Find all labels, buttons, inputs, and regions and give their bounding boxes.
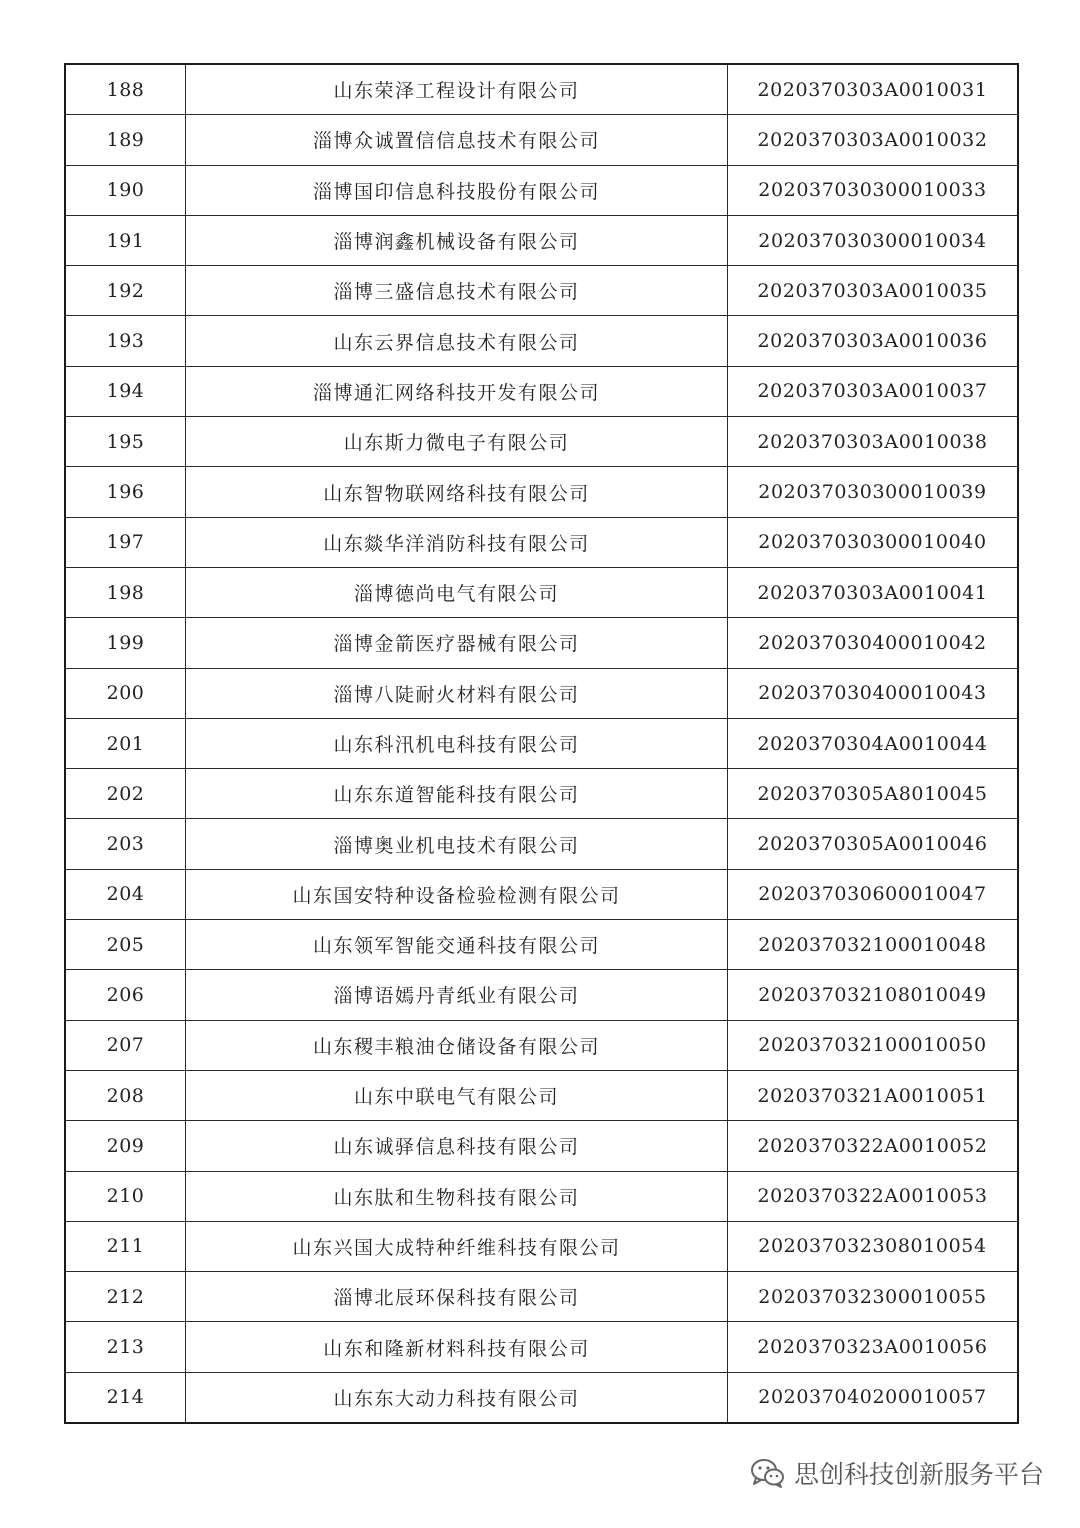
registration-code-cell: 202037030400010042 xyxy=(728,618,1019,668)
registration-code-cell: 202037040200010057 xyxy=(728,1372,1019,1423)
table-row xyxy=(65,1372,1018,1423)
company-name-cell: 淄博金箭医疗器械有限公司 xyxy=(186,618,728,668)
wechat-icon xyxy=(750,1457,786,1489)
registration-code-cell: 2020370303A0010041 xyxy=(728,567,1019,617)
registration-code-cell: 202037030300010033 xyxy=(728,165,1019,215)
registration-code-cell: 202037030300010034 xyxy=(728,215,1019,265)
table-row xyxy=(65,366,1018,416)
company-name-cell: 淄博众诚置信信息技术有限公司 xyxy=(186,115,728,165)
table-row xyxy=(65,517,1018,567)
row-number-cell: 203 xyxy=(65,819,186,869)
table-row xyxy=(65,668,1018,718)
company-name-cell: 山东和隆新材料科技有限公司 xyxy=(186,1322,728,1372)
row-number-cell: 214 xyxy=(65,1372,186,1423)
table-row xyxy=(65,567,1018,617)
registration-code-cell: 202037032100010048 xyxy=(728,920,1019,970)
company-name-cell: 山东东大动力科技有限公司 xyxy=(186,1372,728,1423)
company-name-cell: 淄博语嫣丹青纸业有限公司 xyxy=(186,970,728,1020)
row-number-cell: 190 xyxy=(65,165,186,215)
registration-code-cell: 2020370323A0010056 xyxy=(728,1322,1019,1372)
registration-code-cell: 202037032300010055 xyxy=(728,1272,1019,1322)
table-row xyxy=(65,417,1018,467)
row-number-cell: 208 xyxy=(65,1070,186,1120)
table-row xyxy=(65,970,1018,1020)
registration-code-cell: 2020370305A8010045 xyxy=(728,769,1019,819)
registration-code-cell: 2020370303A0010032 xyxy=(728,115,1019,165)
company-name-cell: 山东东道智能科技有限公司 xyxy=(186,769,728,819)
registration-code-cell: 202037030600010047 xyxy=(728,869,1019,919)
company-name-cell: 山东中联电气有限公司 xyxy=(186,1070,728,1120)
company-name-cell: 山东科汛机电科技有限公司 xyxy=(186,718,728,768)
row-number-cell: 194 xyxy=(65,366,186,416)
registration-code-cell: 2020370303A0010037 xyxy=(728,366,1019,416)
registration-code-cell: 2020370321A0010051 xyxy=(728,1070,1019,1120)
row-number-cell: 213 xyxy=(65,1322,186,1372)
table-row xyxy=(65,115,1018,165)
company-name-cell: 淄博德尚电气有限公司 xyxy=(186,567,728,617)
row-number-cell: 205 xyxy=(65,920,186,970)
table-row xyxy=(65,316,1018,366)
company-name-cell: 山东云界信息技术有限公司 xyxy=(186,316,728,366)
registration-code-cell: 2020370322A0010053 xyxy=(728,1171,1019,1221)
row-number-cell: 204 xyxy=(65,869,186,919)
registration-code-cell: 2020370303A0010038 xyxy=(728,417,1019,467)
registration-code-cell: 2020370303A0010031 xyxy=(728,64,1019,115)
company-roster-table xyxy=(64,63,1019,1424)
row-number-cell: 196 xyxy=(65,467,186,517)
company-name-cell: 淄博润鑫机械设备有限公司 xyxy=(186,215,728,265)
company-name-cell: 淄博通汇网络科技开发有限公司 xyxy=(186,366,728,416)
registration-code-cell: 2020370303A0010035 xyxy=(728,266,1019,316)
table-row xyxy=(65,819,1018,869)
row-number-cell: 189 xyxy=(65,115,186,165)
company-name-cell: 山东智物联网络科技有限公司 xyxy=(186,467,728,517)
table-row xyxy=(65,1322,1018,1372)
company-name-cell: 淄博奥业机电技术有限公司 xyxy=(186,819,728,869)
table-row xyxy=(65,467,1018,517)
company-name-cell: 山东荣泽工程设计有限公司 xyxy=(186,64,728,115)
roster-table-body xyxy=(65,64,1018,1423)
registration-code-cell: 2020370304A0010044 xyxy=(728,718,1019,768)
table-row xyxy=(65,1272,1018,1322)
table-row xyxy=(65,1121,1018,1171)
registration-code-cell: 202037030400010043 xyxy=(728,668,1019,718)
company-name-cell: 山东领军智能交通科技有限公司 xyxy=(186,920,728,970)
company-name-cell: 山东稷丰粮油仓储设备有限公司 xyxy=(186,1020,728,1070)
row-number-cell: 211 xyxy=(65,1221,186,1271)
table-row xyxy=(65,266,1018,316)
table-row xyxy=(65,215,1018,265)
row-number-cell: 200 xyxy=(65,668,186,718)
registration-code-cell: 202037032108010049 xyxy=(728,970,1019,1020)
row-number-cell: 212 xyxy=(65,1272,186,1322)
registration-code-cell: 2020370303A0010036 xyxy=(728,316,1019,366)
table-row xyxy=(65,1020,1018,1070)
table-row xyxy=(65,64,1018,115)
row-number-cell: 206 xyxy=(65,970,186,1020)
row-number-cell: 202 xyxy=(65,769,186,819)
row-number-cell: 193 xyxy=(65,316,186,366)
registration-code-cell: 202037032100010050 xyxy=(728,1020,1019,1070)
table-row xyxy=(65,920,1018,970)
row-number-cell: 210 xyxy=(65,1171,186,1221)
registration-code-cell: 2020370322A0010052 xyxy=(728,1121,1019,1171)
table-row xyxy=(65,869,1018,919)
company-name-cell: 山东肽和生物科技有限公司 xyxy=(186,1171,728,1221)
row-number-cell: 198 xyxy=(65,567,186,617)
company-name-cell: 山东兴国大成特种纤维科技有限公司 xyxy=(186,1221,728,1271)
row-number-cell: 199 xyxy=(65,618,186,668)
company-name-cell: 淄博国印信息科技股份有限公司 xyxy=(186,165,728,215)
table-row xyxy=(65,1171,1018,1221)
company-name-cell: 山东斯力微电子有限公司 xyxy=(186,417,728,467)
registration-code-cell: 2020370305A0010046 xyxy=(728,819,1019,869)
table-row xyxy=(65,769,1018,819)
row-number-cell: 197 xyxy=(65,517,186,567)
table-row xyxy=(65,618,1018,668)
table-row xyxy=(65,1221,1018,1271)
table-row xyxy=(65,718,1018,768)
watermark xyxy=(750,1455,1044,1491)
registration-code-cell: 202037030300010040 xyxy=(728,517,1019,567)
row-number-cell: 192 xyxy=(65,266,186,316)
row-number-cell: 209 xyxy=(65,1121,186,1171)
registration-code-cell: 202037030300010039 xyxy=(728,467,1019,517)
company-name-cell: 山东国安特种设备检验检测有限公司 xyxy=(186,869,728,919)
company-name-cell: 淄博八陡耐火材料有限公司 xyxy=(186,668,728,718)
table-row xyxy=(65,165,1018,215)
row-number-cell: 207 xyxy=(65,1020,186,1070)
row-number-cell: 195 xyxy=(65,417,186,467)
row-number-cell: 188 xyxy=(65,64,186,115)
watermark-text: 思创科技创新服务平台 xyxy=(793,1460,1044,1489)
company-name-cell: 山东诚驿信息科技有限公司 xyxy=(186,1121,728,1171)
registration-code-cell: 202037032308010054 xyxy=(728,1221,1019,1271)
table-row xyxy=(65,1070,1018,1120)
company-name-cell: 山东燚华洋消防科技有限公司 xyxy=(186,517,728,567)
company-name-cell: 淄博北辰环保科技有限公司 xyxy=(186,1272,728,1322)
row-number-cell: 201 xyxy=(65,718,186,768)
company-name-cell: 淄博三盛信息技术有限公司 xyxy=(186,266,728,316)
row-number-cell: 191 xyxy=(65,215,186,265)
